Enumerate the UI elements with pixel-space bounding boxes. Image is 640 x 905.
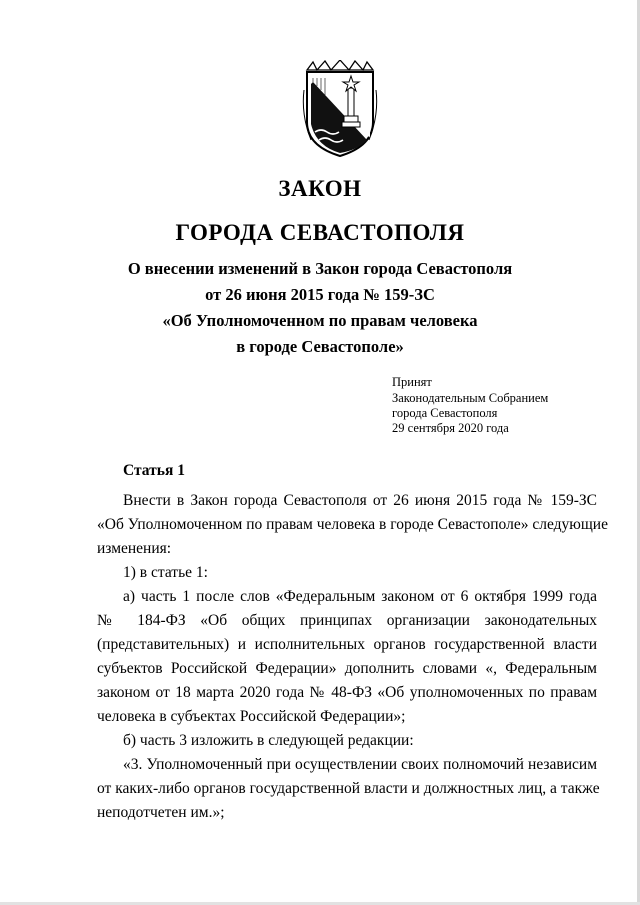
body-text-line: изменения: (97, 540, 172, 557)
adoption-line: города Севастополя (392, 406, 498, 420)
adoption-line: Принят (392, 375, 432, 389)
body-text-line: (представительных) и исполнительных органов государственной власти (97, 636, 597, 653)
body-text-line: человека в субъектах Российской Федерации»; (97, 708, 406, 725)
body-text-line: а) часть 1 после слов «Федеральным законом от 6 октября 1999 года (123, 588, 597, 605)
article-heading: Статья 1 (123, 462, 185, 479)
body-text-line: б) часть 3 изложить в следующей редакции: (123, 732, 414, 749)
body-text-line: «Об Уполномоченном по правам человека в городе Севастополе» следующие (97, 516, 608, 533)
body-text-line: № 184-ФЗ «Об общих принципах организации законодательных (97, 612, 597, 629)
law-subtitle-line: в городе Севастополе» (236, 337, 404, 356)
body-text-line: субъектов Российской Федерации» дополнить словами «, Федеральным (97, 660, 597, 677)
body-text-line: «3. Уполномоченный при осуществлении своих полномочий независим (123, 756, 597, 773)
body-text-line: неподотчетен им.»; (97, 804, 225, 821)
law-city-title: ГОРОДА СЕВАСТОПОЛЯ (175, 220, 465, 245)
body-text-line: от каких-либо органов государственной власти и должностных лиц, а также (97, 780, 600, 797)
law-title: ЗАКОН (278, 176, 362, 201)
law-subtitle-line: О внесении изменений в Закон города Севастополя (127, 259, 513, 278)
law-subtitle-line: «Об Уполномоченном по правам человека (162, 311, 478, 330)
law-subtitle-line: от 26 июня 2015 года № 159-ЗС (205, 285, 435, 304)
body-text-line: законом от 18 марта 2020 года № 48-ФЗ «Об уполномоченных по правам (97, 684, 597, 701)
sevastopol-coat-of-arms-icon (301, 60, 379, 158)
body-text-line: Внести в Закон города Севастополя от 26 июня 2015 года № 159-ЗС (123, 492, 597, 509)
body-text-line: 1) в статье 1: (123, 564, 208, 581)
adoption-date: 29 сентября 2020 года (392, 421, 509, 435)
adoption-line: Законодательным Собранием (392, 391, 549, 405)
